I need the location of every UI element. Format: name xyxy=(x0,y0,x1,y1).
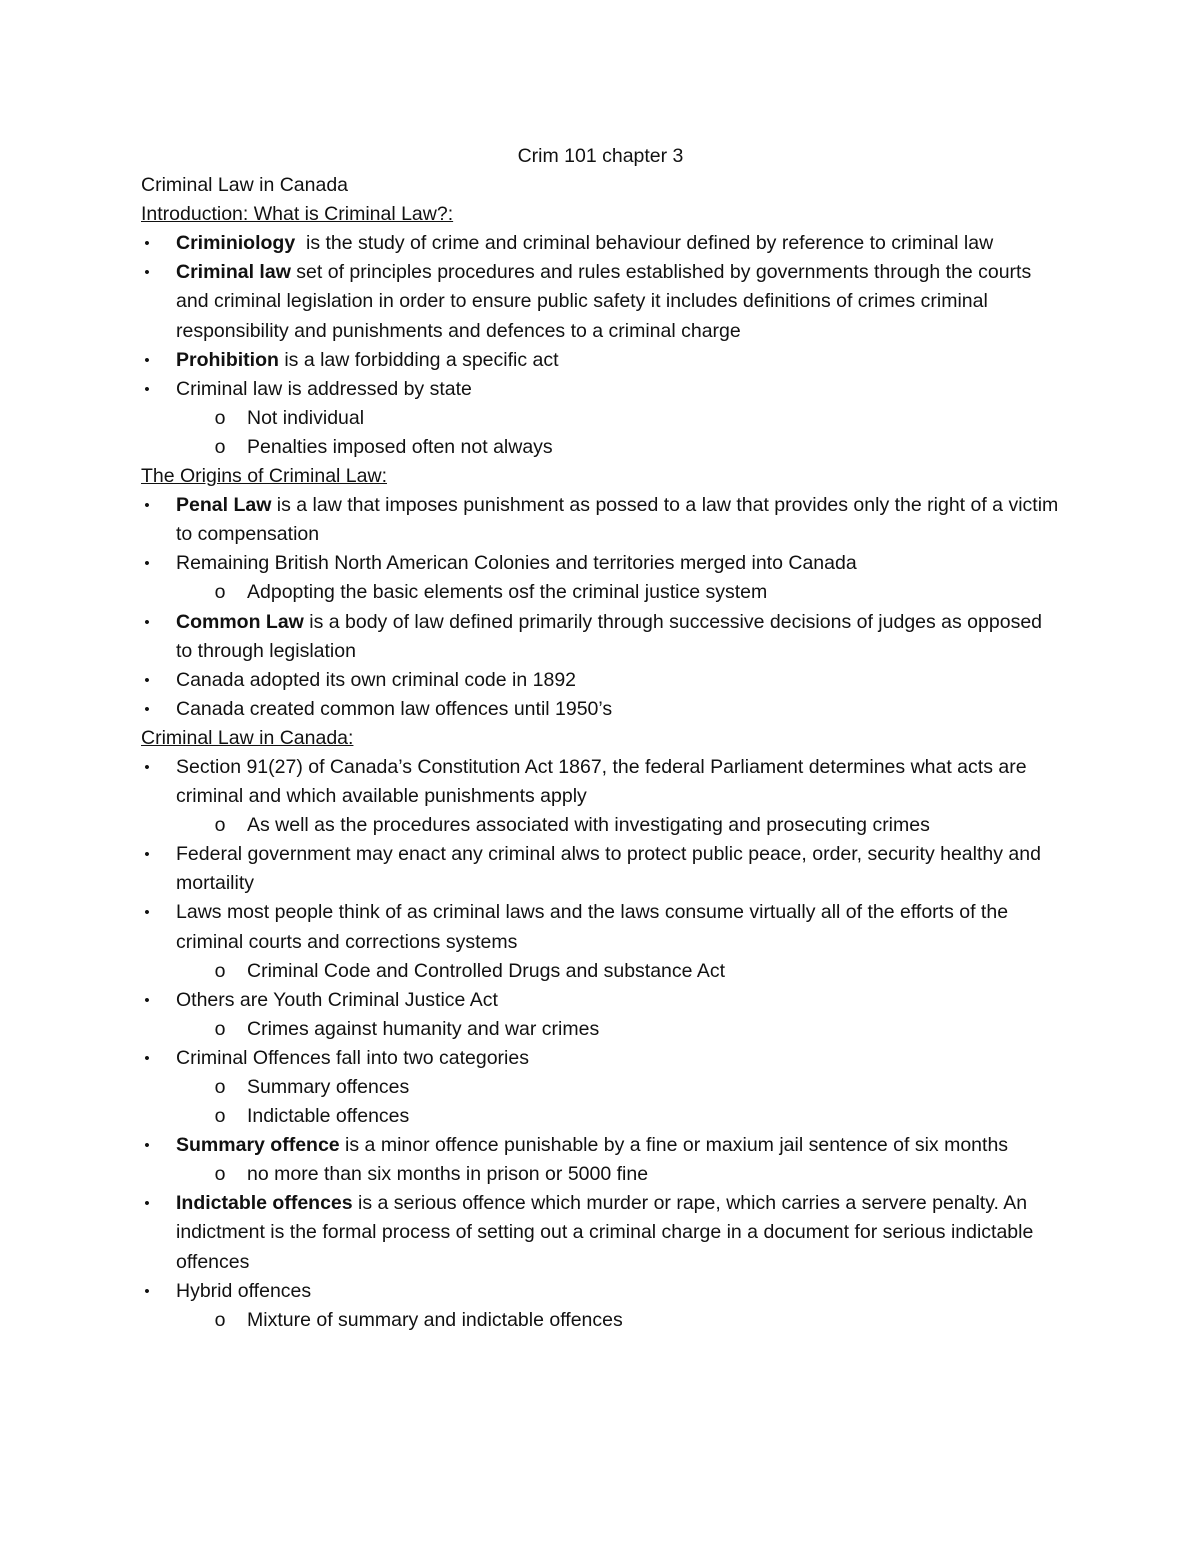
sub-bullet-text: Crimes against humanity and war crimes xyxy=(247,1017,600,1040)
bullet-icon: • xyxy=(144,380,150,398)
sub-bullet-text: no more than six months in prison or 5000 fine xyxy=(247,1163,649,1186)
bullet-text: Remaining British North American Colonies and territories merged into Canada xyxy=(176,552,857,575)
bullet-icon: • xyxy=(144,846,150,864)
circle-bullet-icon: o xyxy=(214,1017,226,1040)
bullet-icon: • xyxy=(144,991,150,1009)
bullet-text: set of principles procedures and rules established by governments through the courts and criminal legislation in order to ensure public safety it includes definitions of crimes criminal responsibility and punishments and defences to a criminal charge xyxy=(176,261,1037,342)
defined-term: Prohibition xyxy=(176,348,279,371)
sub-bullet-text: Indictable offences xyxy=(247,1105,410,1128)
bullet-text: Criminal Offences fall into two categories xyxy=(176,1046,529,1069)
bullet-text: is a body of law defined primarily through successive decisions of judges as opposed to through legislation xyxy=(176,610,1048,662)
bullet-icon: • xyxy=(144,351,150,369)
bullet-item xyxy=(141,1131,1060,1160)
sub-bullet-item xyxy=(141,578,1060,607)
sub-bullet-item xyxy=(141,811,1060,840)
bullet-list xyxy=(141,229,1060,462)
bullet-item xyxy=(141,695,1060,724)
bullet-item xyxy=(141,229,1060,258)
bullet-icon: • xyxy=(144,235,150,253)
sub-bullet-item xyxy=(141,1306,1060,1335)
circle-bullet-icon: o xyxy=(214,1105,226,1128)
bullet-icon: • xyxy=(144,1049,150,1067)
sub-bullet-text: Adpopting the basic elements osf the criminal justice system xyxy=(247,581,768,604)
section-heading: Criminal Law in Canada: xyxy=(141,726,354,749)
bullet-icon: • xyxy=(144,555,150,573)
bullet-item xyxy=(141,549,1060,578)
document-body xyxy=(141,200,1064,1335)
defined-term: Criminiology xyxy=(176,232,296,255)
bullet-item xyxy=(141,753,1060,811)
section-heading: The Origins of Criminal Law: xyxy=(141,465,387,488)
bullet-icon: • xyxy=(144,758,150,776)
bullet-item xyxy=(141,346,1060,375)
circle-bullet-icon: o xyxy=(214,814,226,837)
bullet-item xyxy=(141,840,1060,898)
defined-term: Penal Law xyxy=(176,494,272,517)
bullet-text: Canada adopted its own criminal code in 1892 xyxy=(176,668,577,691)
sub-bullet-text: Summary offences xyxy=(247,1076,410,1098)
bullet-item xyxy=(141,1044,1060,1073)
bullet-item xyxy=(141,608,1060,666)
bullet-item xyxy=(141,666,1060,695)
bullet-text: Federal government may enact any criminal alws to protect public peace, order, security healthy and mortaility xyxy=(176,843,1047,895)
bullet-list xyxy=(141,753,1060,1335)
circle-bullet-icon: o xyxy=(214,581,226,604)
bullet-icon: • xyxy=(144,904,150,922)
bullet-text: is a minor offence punishable by a fine or maxium jail sentence of six months xyxy=(339,1134,1009,1157)
sub-bullet-item xyxy=(141,1160,1060,1189)
bullet-item xyxy=(141,1189,1060,1276)
bullet-icon: • xyxy=(144,671,150,689)
bullet-item xyxy=(141,375,1060,404)
sub-bullet-item xyxy=(141,1102,1060,1131)
document-title: Crim 101 chapter 3 xyxy=(517,145,684,167)
bullet-icon: • xyxy=(144,1282,150,1300)
defined-term: Indictable offences xyxy=(176,1192,353,1215)
defined-term: Common Law xyxy=(176,610,304,633)
sub-bullet-item xyxy=(141,404,1060,433)
bullet-icon: • xyxy=(144,264,150,282)
section-heading: Introduction: What is Criminal Law?: xyxy=(141,203,454,226)
sub-bullet-item xyxy=(141,1073,1060,1102)
sub-bullet-text: As well as the procedures associated with investigating and prosecuting crimes xyxy=(247,814,930,837)
bullet-text: is a law that imposes punishment as possed to a law that provides only the right of a victim to compensation xyxy=(176,494,1064,546)
circle-bullet-icon: o xyxy=(214,1308,226,1331)
bullet-text: is a serious offence which murder or rape, which carries a servere penalty. An indictment is the formal process of setting out a criminal charge in a document for serious indictable offences xyxy=(176,1192,1039,1273)
bullet-text: Canada created common law offences until 1950’s xyxy=(176,697,613,720)
bullet-text: Hybrid offences xyxy=(176,1279,312,1302)
bullet-list xyxy=(141,491,1064,724)
sub-bullet-text: Criminal Code and Controlled Drugs and substance Act xyxy=(247,959,726,982)
bullet-text: is the study of crime and criminal behaviour defined by reference to criminal law xyxy=(295,232,994,255)
document-subtitle: Criminal Law in Canada xyxy=(141,174,349,197)
defined-term: Criminal law xyxy=(176,261,291,284)
circle-bullet-icon: o xyxy=(214,959,226,982)
bullet-text: Criminal law is addressed by state xyxy=(176,377,472,400)
bullet-icon: • xyxy=(144,700,150,718)
sub-bullet-item xyxy=(141,957,1060,986)
defined-term: Summary offence xyxy=(176,1134,340,1157)
sub-bullet-item xyxy=(141,433,1060,462)
sub-bullet-text: Mixture of summary and indictable offences xyxy=(247,1308,623,1331)
bullet-text: Laws most people think of as criminal laws and the laws consume virtually all of the efforts of the criminal courts and corrections systems xyxy=(176,901,1014,953)
bullet-item xyxy=(141,258,1060,345)
bullet-item xyxy=(141,1277,1060,1306)
bullet-text: is a law forbidding a specific act xyxy=(278,348,559,371)
sub-bullet-text: Penalties imposed often not always xyxy=(247,435,553,458)
bullet-icon: • xyxy=(144,1137,150,1155)
bullet-icon: • xyxy=(144,1195,150,1213)
bullet-item xyxy=(141,986,1060,1015)
bullet-icon: • xyxy=(144,497,150,515)
bullet-icon: • xyxy=(144,613,150,631)
bullet-item xyxy=(141,491,1064,549)
sub-bullet-text: Not individual xyxy=(247,406,365,429)
bullet-text: Others are Youth Criminal Justice Act xyxy=(176,988,498,1011)
bullet-text: Section 91(27) of Canada’s Constitution Act 1867, the federal Parliament determines what acts are criminal and which available punishments apply xyxy=(176,755,1032,808)
bullet-item xyxy=(141,898,1060,956)
circle-bullet-icon: o xyxy=(214,1163,226,1186)
circle-bullet-icon: o xyxy=(214,1076,226,1098)
circle-bullet-icon: o xyxy=(214,435,226,458)
sub-bullet-item xyxy=(141,1015,1060,1044)
circle-bullet-icon: o xyxy=(214,406,226,429)
